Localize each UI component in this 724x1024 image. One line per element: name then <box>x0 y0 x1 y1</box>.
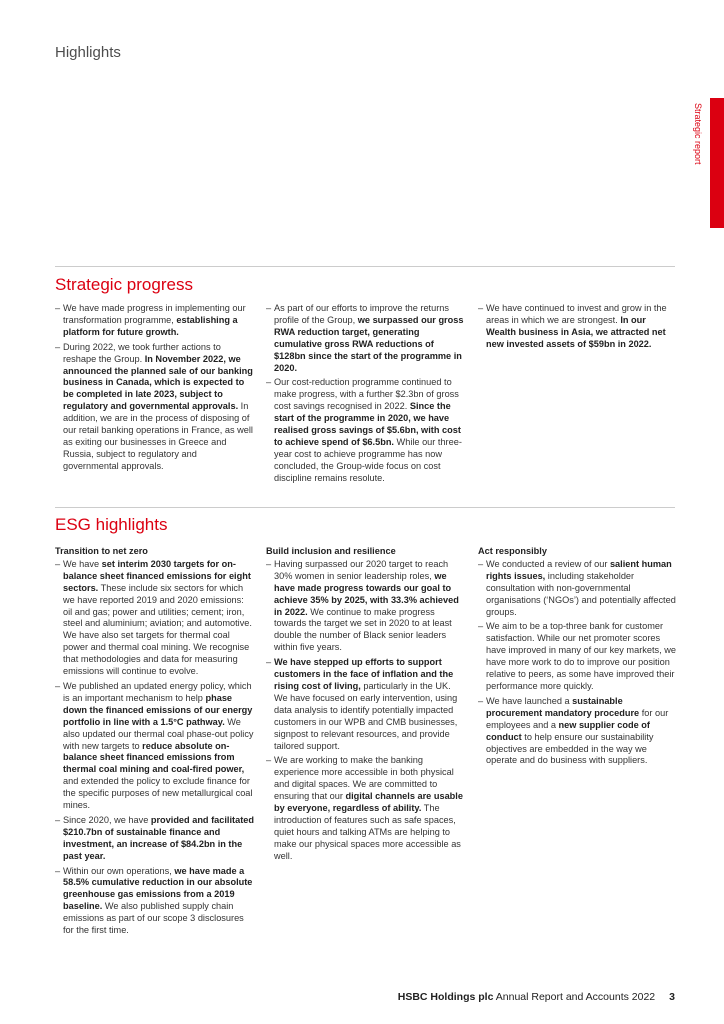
bullet-item <box>55 866 255 937</box>
bullet-item <box>478 621 678 692</box>
bullet-emphasis: phase down the financed emissions of our energy portfolio in line with a 1.5°C pathway. <box>63 692 253 727</box>
bullet-item <box>266 657 466 752</box>
bullet-emphasis: establishing a platform for future growth. <box>63 314 238 337</box>
bullet-text: and extended the policy to exclude finance for the specific purposes of new metallurgical coal mines. <box>63 776 253 811</box>
esg-col-2-list <box>266 559 466 863</box>
bullet-text: We aim to be a top-three bank for customer satisfaction. While our net promoter scores have improved in many of our key markets, we have more work to do to improve our position relative to peers, as some have improved their performance more quickly. <box>486 621 676 691</box>
footer-report-title: Annual Report and Accounts 2022 <box>493 991 656 1003</box>
esg-col-transition <box>55 546 255 940</box>
bullet-emphasis: we have made a 58.5% cumulative reduction in our absolute greenhouse gas emissions from a 2019 baseline. <box>63 865 253 912</box>
bullet-emphasis: salient human rights issues, <box>486 558 672 581</box>
bullet-emphasis: We have stepped up efforts to support customers in the face of inflation and the rising cost of living, <box>274 657 454 691</box>
strategic-col-3 <box>478 303 678 354</box>
page-footer <box>398 991 675 1003</box>
bullet-emphasis: new supplier code of conduct <box>486 719 650 742</box>
bullet-text: Having surpassed our 2020 target to reach 30% women in senior leadership roles, <box>274 558 449 581</box>
bullet-item <box>266 303 466 374</box>
esg-col-3-list <box>478 559 678 767</box>
page-title: Highlights <box>55 44 121 61</box>
bullet-text: Since 2020, we have <box>63 814 151 825</box>
strategic-progress-title: Strategic progress <box>55 275 193 294</box>
bullet-item <box>266 755 466 862</box>
bullet-emphasis: set interim 2030 targets for on-balance sheet financed emissions for eight sectors. <box>63 558 251 593</box>
esg-col-responsibly <box>478 546 678 770</box>
section-tab-marker <box>710 98 724 228</box>
bullet-item <box>266 559 466 654</box>
bullet-text: We are working to make the banking experience more accessible in both physical and digital spaces. We are committed to ensuring that our <box>274 755 454 802</box>
strategic-col-2-list <box>266 303 466 485</box>
strategic-col-3-list <box>478 303 678 351</box>
bullet-text: During 2022, we took further actions to reshape the Group. <box>63 341 221 364</box>
esg-col-heading: Act responsibly <box>478 546 547 556</box>
strategic-col-1-list <box>55 303 255 473</box>
bullet-text: Our cost-reduction programme continued to make progress, with a further $2.3bn of gross cost savings recognised in 2022. <box>274 377 459 412</box>
bullet-text: for our employees and a <box>486 707 669 730</box>
bullet-item <box>478 559 678 619</box>
bullet-emphasis: provided and facilitated $210.7bn of sustainable finance and investment, an increase of $84.2bn in the past year. <box>63 814 254 861</box>
esg-col-heading: Build inclusion and resilience <box>266 546 396 556</box>
bullet-emphasis: sustainable procurement mandatory procedure <box>486 695 640 718</box>
section-tab-label: Strategic report <box>693 103 703 165</box>
esg-highlights-title: ESG highlights <box>55 515 168 534</box>
bullet-emphasis: In November 2022, we announced the planned sale of our banking business in Canada, which is expected to be completed in late 2023, subject to regulatory and governmental approvals. <box>63 353 253 412</box>
bullet-text: particularly in the UK. We have focused on early intervention, using data analysis to identify potentially impacted customers in our WPB and CMB businesses, signpost to relevant resources, and provide tailored support. <box>274 680 458 751</box>
esg-col-1-list <box>55 559 255 937</box>
bullet-text: We continue to make progress towards the target we set in 2020 to at least double the number of Black senior leaders within five years. <box>274 606 452 653</box>
bullet-text: We have continued to invest and grow in the areas in which we are strongest. <box>486 303 667 325</box>
strategic-col-2 <box>266 303 466 488</box>
bullet-text: including stakeholder consultation with non-governmental organisations (‘NGOs’) and potentially affected groups. <box>486 570 676 617</box>
bullet-emphasis: reduce absolute on-balance sheet financed emissions from thermal coal mining and coal-fired power, <box>63 740 245 775</box>
bullet-item <box>55 342 255 473</box>
bullet-text: We have <box>63 558 102 569</box>
esg-col-inclusion <box>266 546 466 866</box>
esg-col-heading: Transition to net zero <box>55 546 148 556</box>
strategic-col-1 <box>55 303 255 476</box>
bullet-text: Within our own operations, <box>63 865 175 876</box>
bullet-text: While our three-year cost to achieve programme has now concluded, the Group-wide focus on cost discipline remains resolute. <box>274 436 462 483</box>
bullet-text: to help ensure our sustainability objectives are embedded in the way we operate and do business with suppliers. <box>486 731 654 766</box>
bullet-text: We also updated our thermal coal phase-out policy with new targets to <box>63 716 254 751</box>
footer-company: HSBC Holdings plc <box>397 991 494 1003</box>
bullet-text: These include six sectors for which we have reported 2019 and 2020 emissions: oil and gas; power and utilities; cement; iron, steel and aluminium; aviation; and automotive. We have also set targets for thermal coal power and thermal coal mining. We recognise that methodologies and data for measuring emissions will continue to evolve. <box>63 582 252 677</box>
bullet-emphasis: we surpassed our gross RWA reduction target, generating cumulative gross RWA reductions of $128bn since the start of the programme in 2020. <box>274 314 464 373</box>
bullet-text: We conducted a review of our <box>486 558 610 569</box>
bullet-text: We have launched a <box>486 695 573 706</box>
bullet-text: In addition, we are in the process of disposing of our retail banking operations in France, as well as exiting our businesses in Greece and Russia, subject to regulatory and governmental approvals. <box>63 401 253 471</box>
bullet-item <box>55 681 255 812</box>
bullet-item <box>478 696 678 767</box>
bullet-text: We also published supply chain emissions as part of our scope 3 disclosures for the first time. <box>63 901 244 936</box>
bullet-item <box>266 377 466 484</box>
page-number: 3 <box>669 991 675 1003</box>
bullet-text: We have made progress in implementing our transformation programme, <box>63 303 246 325</box>
bullet-item <box>55 303 255 339</box>
divider-esg <box>55 507 675 508</box>
bullet-item <box>478 303 678 351</box>
bullet-text: The introduction of features such as safe spaces, quiet hours and talking ATMs are helping to make our physical spaces more accessible as well. <box>274 803 461 861</box>
bullet-item <box>55 559 255 678</box>
bullet-emphasis: In our Wealth business in Asia, we attracted net new invested assets of $59bn in 2022. <box>486 314 666 349</box>
bullet-emphasis: digital channels are usable by everyone, regardless of ability. <box>274 791 463 814</box>
bullet-item <box>55 815 255 863</box>
bullet-emphasis: Since the start of the programme in 2020, we have realised gross savings of $5.6bn, with cost to achieve spend of $6.5bn. <box>274 401 461 447</box>
bullet-emphasis: we have made progress towards our goal to achieve 35% by 2025, with 33.3% achieved in 2022. <box>274 570 459 617</box>
divider-strategic <box>55 266 675 267</box>
bullet-text: As part of our efforts to improve the returns profile of the Group, <box>274 303 449 325</box>
bullet-text: We published an updated energy policy, which is an important mechanism to help <box>63 680 252 703</box>
